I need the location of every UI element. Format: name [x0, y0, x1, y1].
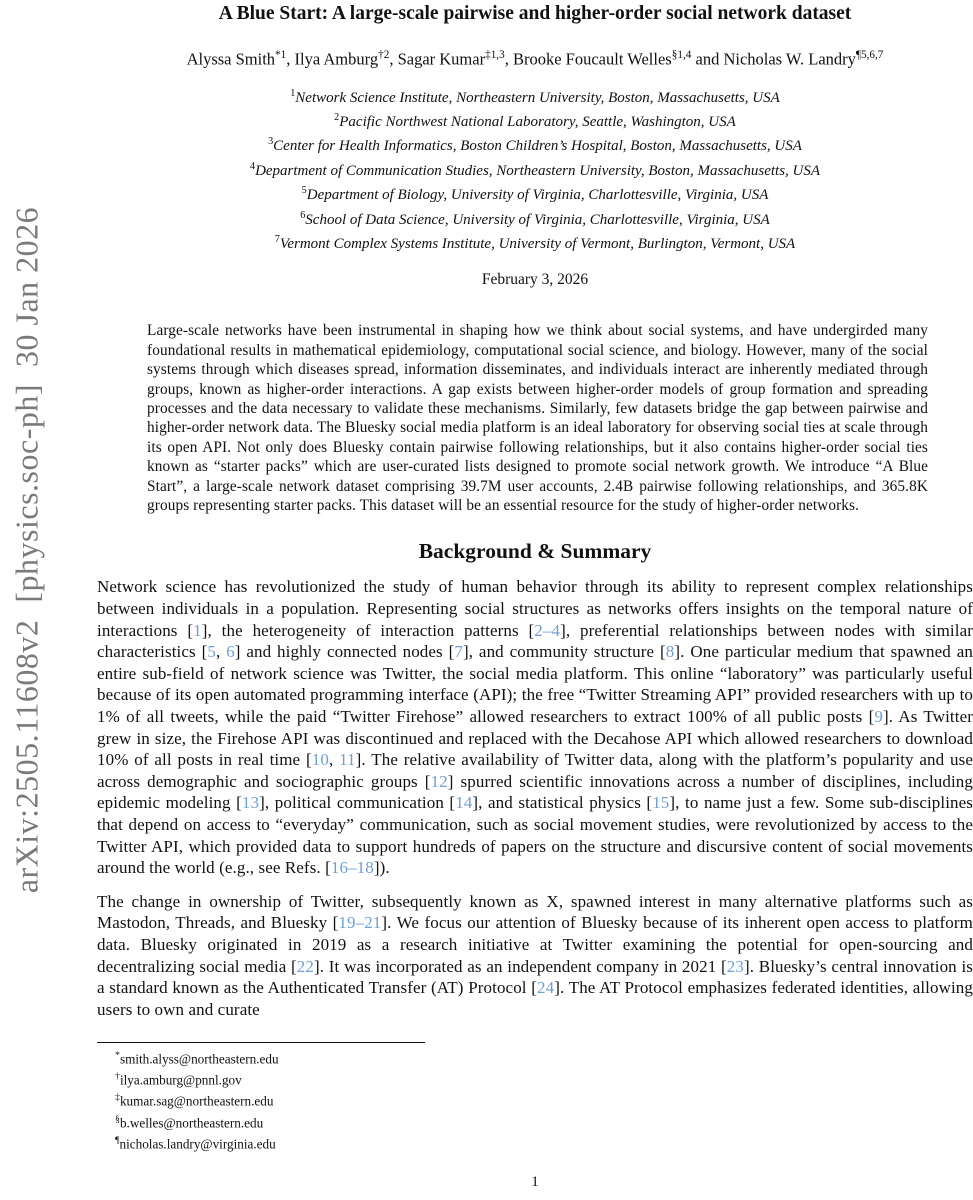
footnote-rule: [97, 1042, 425, 1043]
body-paragraph-1: Network science has revolutionized the study of human behavior through its ability to represent complex relationships between individuals in a population. Representing social structures as networks offers insights on the temporal nature of interactions [1], the heterogeneity of interaction patterns [2–4], preferential relationships between nodes with similar characteristics [5, 6] and highly connected nodes [7], and community structure [8]. One particular medium that spawned an entire sub-field of network science was Twitter, the social media platform. This online “laboratory” was particularly useful because of its open automated programming interface (API); the free “Twitter Streaming API” provided researchers with up to 1% of all tweets, while the paid “Twitter Firehose” allowed researchers to extract 100% of all public posts [9]. As Twitter grew in size, the Firehose API was discontinued and replaced with the Decahose API which allowed researchers to download 10% of all posts in real time [10, 11]. The relative availability of Twitter data, along with the platform’s popularity and use across demographic and sociographic groups [12] spurred scientific innovations across a number of disciplines, including epidemic modeling [13], political communication [14], and statistical physics [15], to name just a few. Some sub-disciplines that depend on access to “everyday” communication, such as social movement studies, were revolutionized by access to the Twitter API, which provided data to support hundreds of papers on the structure and discursive content of social movements around the world (e.g., see Refs. [16–18]).: [97, 577, 973, 878]
author-affil-marker: §1,4: [671, 49, 692, 61]
footnote-email: §b.welles@northeastern.edu: [115, 1113, 264, 1130]
affiliation: $^5$Department of Biology, University of Virginia, Charlottesville, Virginia, USA: [301, 185, 769, 204]
author-name: Ilya Amburg: [294, 49, 379, 69]
date-line: February 3, 2026: [481, 271, 589, 289]
abstract-text: Large-scale networks have been instrumental in shaping how we think about social systems, and have undergirded many foundational results in mathematical epidemiology, computational social science, and biology. However, many of the social systems through which diseases spread, information disseminates, and individuals interact are inherently mediated through groups, known as higher-order interactions. A gap exists between higher-order models of group formation and spreading processes and the data necessary to validate these mechanisms. Similarly, few datasets bridge the gap between pairwise and higher-order network data. The Bluesky social media platform is an ideal laboratory for observing social ties at scale through its open API. Not only does Bluesky contain pairwise following relationships, but it also contains higher-order social ties known as “starter packs” which are user-curated lists designed to promote social network growth. We introduce “A Blue Start”, a large-scale network dataset comprising 39.7M user accounts, 2.4B pairwise following relationships, and 365.8K groups representing starter packs. This dataset will be an essential resource for the study of higher-order networks.: [147, 322, 928, 514]
citation-link[interactable]: 23: [726, 956, 744, 976]
footnote-email: †ilya.amburg@pnnl.gov: [115, 1071, 242, 1088]
author-line: Alyssa Smith$^{*1}$, Ilya Amburg$^{\dagger 2}$, Sagar Kumar$^{\ddagger 1,3}$, Brooke Foucault Welles$^{\S 1,4}$ and Nicholas W. Landry$^{\P 5,6,7}$: [186, 49, 884, 69]
citation-link[interactable]: 1: [193, 620, 202, 640]
author-affil-marker: †2: [378, 49, 390, 61]
author-name: Brooke Foucault Welles: [512, 49, 672, 69]
paper-title: A Blue Start: A large-scale pairwise and higher-order social network dataset: [218, 3, 852, 24]
citation-link[interactable]: 11: [339, 750, 356, 770]
footnote-list: [97, 1047, 973, 1153]
author-affil-marker: ¶5,6,7: [855, 49, 884, 61]
affiliation-list: [97, 84, 973, 255]
citation-link[interactable]: 6: [226, 642, 235, 662]
arxiv-watermark: arXiv:2505.11608v2 [physics.soc-ph] 30 Jan 2026: [8, 206, 45, 894]
body-paragraph-2: The change in ownership of Twitter, subsequently known as X, spawned interest in many alternative platforms such as Mastodon, Threads, and Bluesky [19–21]. We focus our attention of Bluesky because of its inherent open access to platform data. Bluesky originated in 2019 as a research initiative at Twitter examining the potential for open-sourcing and decentralizing social media [22]. It was incorporated as an independent company in 2021 [23]. Bluesky’s central innovation is a standard known as the Authenticated Transfer (AT) Protocol [24]. The AT Protocol emphasizes federated identities, allowing users to own and curate: [97, 891, 973, 1019]
affiliation: $^2$Pacific Northwest National Laboratory, Seattle, Washington, USA: [334, 111, 736, 130]
citation-link[interactable]: 7: [454, 642, 463, 662]
affiliation: $^6$School of Data Science, University of Virginia, Charlottesville, Virginia, USA: [300, 209, 770, 228]
citation-link[interactable]: 12: [430, 771, 448, 791]
page-number: 1: [531, 1174, 539, 1190]
author-affil-marker: *1: [275, 49, 287, 61]
citation-link[interactable]: 15: [652, 793, 670, 813]
citation-link[interactable]: 13: [241, 793, 260, 813]
author-name: Alyssa Smith: [186, 49, 276, 69]
affiliation: $^4$Department of Communication Studies, Northeastern University, Boston, Massachusetts, USA: [249, 160, 821, 179]
citation-link[interactable]: 22: [296, 956, 314, 976]
author-affil-marker: ‡1,3: [485, 49, 505, 61]
footnote-email: *smith.alyss@northeastern.edu: [115, 1050, 279, 1067]
affiliation: $^1$Network Science Institute, Northeastern University, Boston, Massachusetts, USA: [290, 87, 780, 106]
author-name: Sagar Kumar: [397, 49, 486, 69]
affiliation: $^3$Center for Health Informatics, Boston Children’s Hospital, Boston, Massachusetts, USA: [268, 136, 802, 155]
citation-link[interactable]: 19–21: [338, 913, 382, 933]
footnote-email: ¶nicholas.landry@virginia.edu: [115, 1134, 276, 1152]
author-name: Nicholas W. Landry: [723, 49, 856, 69]
citation-link[interactable]: 24: [537, 978, 555, 998]
footnote-block: [97, 1042, 973, 1153]
citation-link[interactable]: 10: [311, 750, 329, 770]
citation-link[interactable]: 2–4: [534, 620, 561, 640]
footnote-email: ‡kumar.sag@northeastern.edu: [115, 1092, 274, 1109]
citation-link[interactable]: 14: [455, 793, 473, 813]
citation-link[interactable]: 8: [665, 642, 675, 662]
citation-link[interactable]: 16–18: [330, 858, 374, 878]
paper-content: [97, 0, 973, 1020]
affiliation: $^7$Vermont Complex Systems Institute, University of Vermont, Burlington, Vermont, USA: [274, 233, 796, 252]
citation-link[interactable]: 9: [874, 706, 883, 726]
section-heading: Background & Summary: [418, 539, 652, 564]
citation-link[interactable]: 5: [207, 642, 216, 662]
